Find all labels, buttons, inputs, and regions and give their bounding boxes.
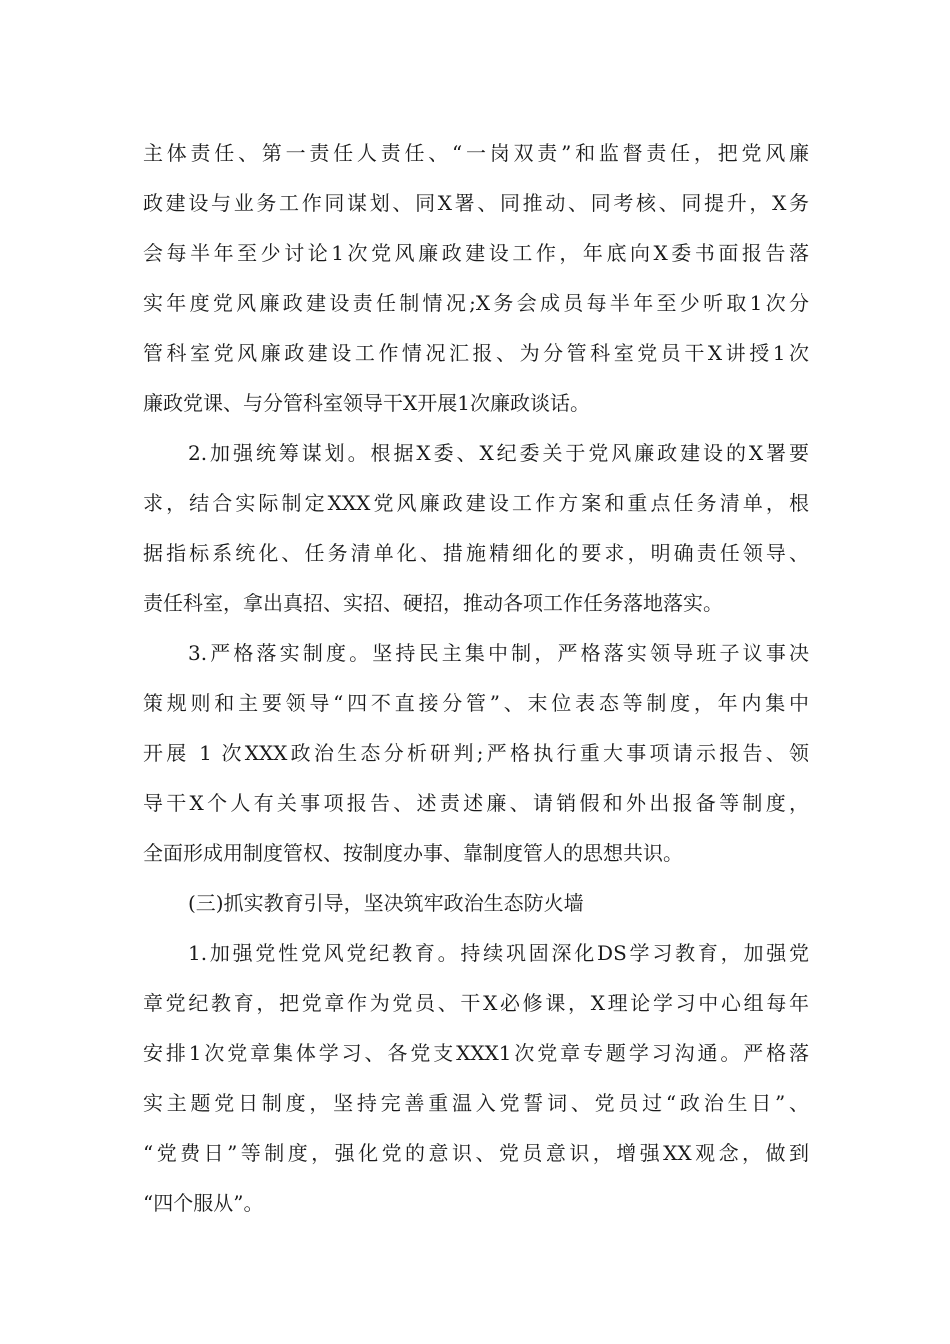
text-line: 会每半年至少讨论1次党风廉政建设工作，年底向X委书面报告落	[143, 241, 809, 265]
text-line: 3.严格落实制度。坚持民主集中制，严格落实领导班子议事决	[188, 641, 809, 665]
text-line: 2.加强统筹谋划。根据X委、X纪委关于党风廉政建设的X署要	[188, 441, 809, 465]
text-line: 实主题党日制度，坚持完善重温入党誓词、党员过“政治生日”、	[143, 1091, 809, 1115]
text-line: 导干X个人有关事项报告、述责述廉、请销假和外出报备等制度，	[143, 791, 809, 815]
text-line: 章党纪教育，把党章作为党员、干X必修课，X理论学习中心组每年	[143, 991, 809, 1015]
document-body	[143, 128, 809, 1228]
text-line: 安排1次党章集体学习、各党支XXX1次党章专题学习沟通。严格落	[143, 1041, 809, 1065]
text-line: 责任科室，拿出真招、实招、硬招，推动各项工作任务落地落实。	[143, 591, 723, 615]
text-line: “四个服从”。	[143, 1191, 264, 1215]
text-line: 1.加强党性党风党纪教育。持续巩固深化DS学习教育，加强党	[188, 941, 809, 965]
text-line: 实年度党风廉政建设责任制情况;X务会成员每半年至少听取1次分	[143, 291, 809, 315]
text-line: (三)抓实教育引导，坚决筑牢政治生态防火墙	[188, 891, 584, 915]
text-line: 廉政党课、与分管科室领导干X开展1次廉政谈话。	[143, 391, 590, 415]
text-line: 策规则和主要领导“四不直接分管”、末位表态等制度，年内集中	[143, 691, 809, 715]
text-line: 开展 1 次XXX政治生态分析研判;严格执行重大事项请示报告、领	[143, 741, 809, 765]
text-line: 据指标系统化、任务清单化、措施精细化的要求，明确责任领导、	[143, 541, 809, 565]
text-line: “党费日”等制度，强化党的意识、党员意识，增强XX观念，做到	[143, 1141, 809, 1165]
text-line: 管科室党风廉政建设工作情况汇报、为分管科室党员干X讲授1次	[143, 341, 809, 365]
text-line: 政建设与业务工作同谋划、同X署、同推动、同考核、同提升，X务	[143, 191, 809, 215]
text-line: 主体责任、第一责任人责任、“一岗双责”和监督责任，把党风廉	[143, 141, 809, 165]
text-line: 全面形成用制度管权、按制度办事、靠制度管人的思想共识。	[143, 841, 683, 865]
text-line: 求，结合实际制定XXX党风廉政建设工作方案和重点任务清单，根	[143, 491, 809, 515]
